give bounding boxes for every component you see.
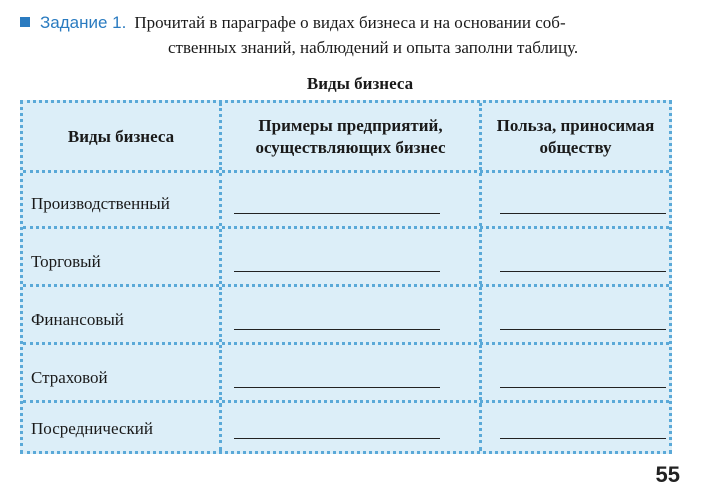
table-header-row <box>23 103 669 173</box>
examples-blank-line[interactable] <box>234 213 440 214</box>
benefit-blank-line[interactable] <box>500 438 666 439</box>
benefit-blank-line[interactable] <box>500 387 666 388</box>
business-types-table <box>20 100 672 454</box>
table-title: Виды бизнеса <box>306 74 414 93</box>
square-bullet-icon <box>20 17 30 27</box>
task-label: Задание 1. <box>40 13 127 32</box>
header-benefit: Польза, приносимая обществу <box>496 115 655 157</box>
task-line-1 <box>20 10 710 35</box>
row-label-insurance: Страховой <box>31 368 108 387</box>
header-examples: Примеры предприятий, осуществляющих бизнес <box>255 115 446 157</box>
examples-blank-line[interactable] <box>234 271 440 272</box>
examples-blank-line[interactable] <box>234 387 440 388</box>
header-business-types: Виды бизнеса <box>67 126 175 146</box>
row-label-financial: Финансовый <box>31 310 124 329</box>
row-label-trade: Торговый <box>31 252 101 271</box>
benefit-blank-line[interactable] <box>500 329 666 330</box>
benefit-blank-line[interactable] <box>500 213 666 214</box>
task-text-line-2: ственных знаний, наблюдений и опыта заполни таблицу. <box>168 38 579 57</box>
row-label-production: Производственный <box>31 194 170 213</box>
table-row <box>23 173 669 229</box>
table-row <box>23 345 669 403</box>
examples-blank-line[interactable] <box>234 438 440 439</box>
table-row <box>23 229 669 287</box>
table-row <box>23 287 669 345</box>
task-block <box>20 10 710 60</box>
table-row <box>23 403 669 451</box>
task-text-line-1: Прочитай в параграфе о видах бизнеса и на основании соб- <box>134 13 566 32</box>
page-number: 55 <box>655 462 680 487</box>
row-label-intermediary: Посреднический <box>31 419 153 438</box>
benefit-blank-line[interactable] <box>500 271 666 272</box>
examples-blank-line[interactable] <box>234 329 440 330</box>
